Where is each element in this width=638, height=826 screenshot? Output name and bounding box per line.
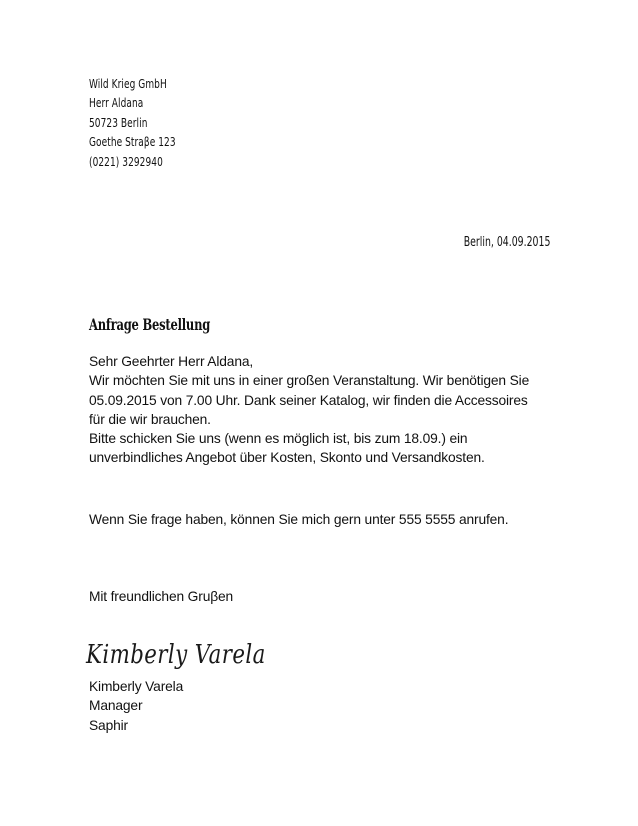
signer-title: Manager — [89, 698, 143, 714]
sender-company: Wild Krieg GmbH — [89, 76, 167, 91]
closing-paragraph — [89, 587, 559, 606]
signer-block — [89, 677, 559, 735]
letter-body — [89, 352, 559, 468]
sender-street: Goethe Straβe 123 — [89, 134, 176, 150]
signer-name: Kimberly Varela — [89, 679, 184, 694]
signer-company: Saphir — [89, 717, 128, 733]
date-line: Berlin, 04.09.2015 — [463, 235, 550, 250]
salutation: Sehr Geehrter Herr Aldana, — [89, 354, 254, 369]
subject-heading: Anfrage Bestellung — [89, 315, 211, 334]
body-line: unverbindliches Angebot über Kosten, Skonto und Versandkosten. — [89, 450, 485, 466]
body-line: Bitte schicken Sie uns (wenn es möglich ist, bis zum 18.09.) ein — [89, 431, 468, 447]
handwritten-signature: Kimberly Varela — [86, 640, 266, 670]
sender-phone: (0221) 3292940 — [89, 153, 163, 169]
contact-paragraph — [89, 510, 559, 529]
sender-contact: Herr Aldana — [89, 95, 144, 111]
body-line: für die wir brauchen. — [89, 411, 211, 427]
sender-city: 50723 Berlin — [89, 114, 148, 130]
sender-address — [89, 74, 176, 171]
closing-line: Mit freundlichen Gruβen — [89, 589, 234, 604]
body-line: Wir möchten Sie mit uns in einer großen Veranstaltung. Wir benötigen Sie — [89, 373, 530, 389]
contact-line: Wenn Sie frage haben, können Sie mich gern unter 555 5555 anrufen. — [89, 512, 509, 527]
body-line: 05.09.2015 von 7.00 Uhr. Dank seiner Katalog, wir finden die Accessoires — [89, 392, 528, 408]
